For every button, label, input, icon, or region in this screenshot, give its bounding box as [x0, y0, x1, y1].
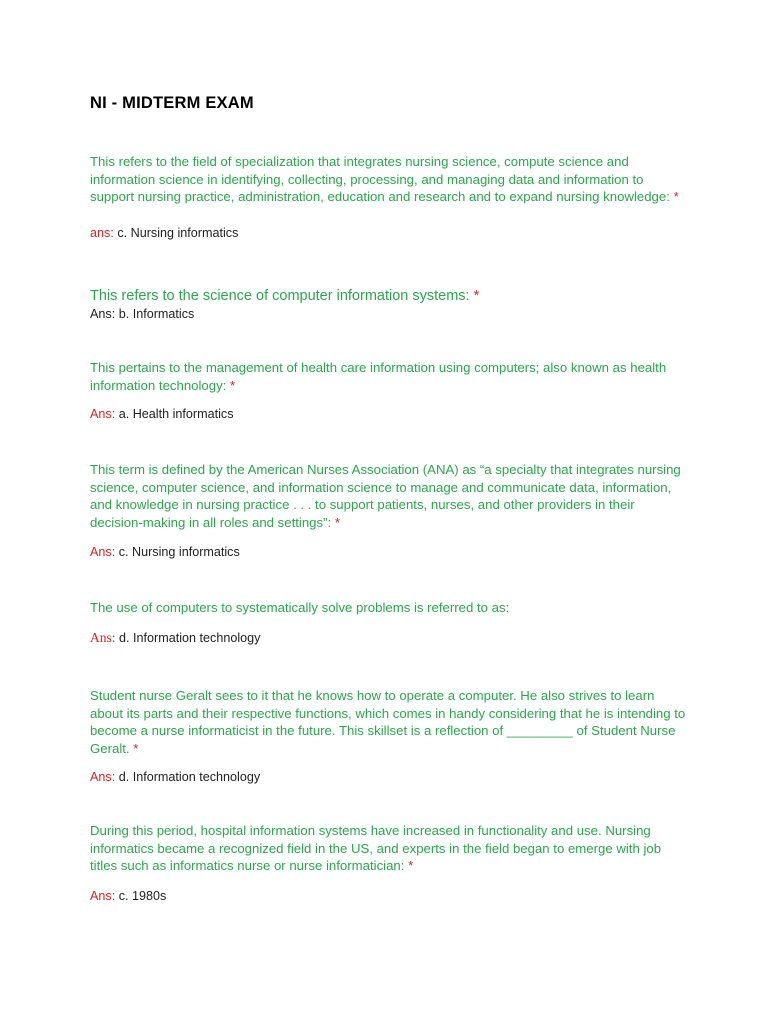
- answer-label: Ans:: [90, 630, 116, 645]
- answer-5: [90, 630, 260, 646]
- page-title: NI - MIDTERM EXAM: [90, 94, 254, 112]
- question-3: [90, 359, 690, 394]
- answer-4: [90, 544, 240, 560]
- answer-label: ans:: [90, 226, 114, 240]
- answer-7-text: c. 1980s: [118, 889, 167, 903]
- required-star: *: [673, 189, 679, 205]
- question-5-text: The use of computers to systematically solve problems is referred to as:: [90, 600, 510, 615]
- answer-4-text: c. Nursing informatics: [118, 545, 240, 559]
- answer-6-text: d. Information technology: [118, 770, 261, 784]
- question-2-text: This refers to the science of computer information systems:: [90, 288, 470, 304]
- answer-3-text: a. Health informatics: [118, 407, 234, 421]
- required-star: *: [473, 288, 480, 304]
- answer-6: [90, 769, 260, 785]
- required-star: *: [133, 740, 139, 756]
- question-7: [90, 822, 690, 875]
- question-1-text: This refers to the field of specialization that integrates nursing science, compute science and information science in identifying, collecting, processing, and managing data and information to support nursing practice, administration, education and research and to expand nursing knowledge:: [90, 154, 670, 205]
- required-star: *: [230, 377, 236, 393]
- answer-label: Ans:: [90, 770, 116, 784]
- question-3-text: This pertains to the management of health care information using computers; also known as health information technology:: [90, 360, 667, 393]
- question-2: [90, 287, 690, 305]
- question-5: [90, 599, 690, 617]
- required-star: *: [334, 514, 340, 530]
- question-4: [90, 461, 690, 531]
- answer-label: Ans:: [90, 889, 116, 903]
- answer-label: Ans:: [90, 307, 116, 321]
- answer-5-text: d. Information technology: [119, 631, 261, 645]
- question-7-text: During this period, hospital information systems have increased in functionality and use. Nursing informatics became a recognized field in the US, and experts in the field began to emerge with job titles such as informatics nurse or nurse informatician:: [90, 823, 662, 874]
- question-6: [90, 687, 690, 757]
- required-star: *: [408, 858, 414, 874]
- answer-1: [90, 225, 238, 241]
- question-6-text: Student nurse Geralt sees to it that he knows how to operate a computer. He also strives to learn about its parts and their respective functions, which comes in handy considering that he is intending to become a nurse informaticist in the future. This skillset is a reflection of _________ of Student Nurse Geralt.: [90, 688, 686, 756]
- answer-2-text: b. Informatics: [118, 307, 195, 321]
- answer-1-text: c. Nursing informatics: [117, 226, 239, 240]
- question-1: [90, 153, 690, 206]
- answer-2: [90, 306, 194, 322]
- question-4-text: This term is defined by the American Nurses Association (ANA) as “a specialty that integrates nursing science, computer science, and information science to manage and communicate data, information, and knowledge in nursing practice . . . to support patients, nurses, and other providers in their decision-making in all roles and settings”:: [90, 462, 681, 530]
- answer-3: [90, 406, 234, 422]
- answer-7: [90, 888, 166, 904]
- answer-label: Ans:: [90, 407, 116, 421]
- answer-label: Ans:: [90, 545, 116, 559]
